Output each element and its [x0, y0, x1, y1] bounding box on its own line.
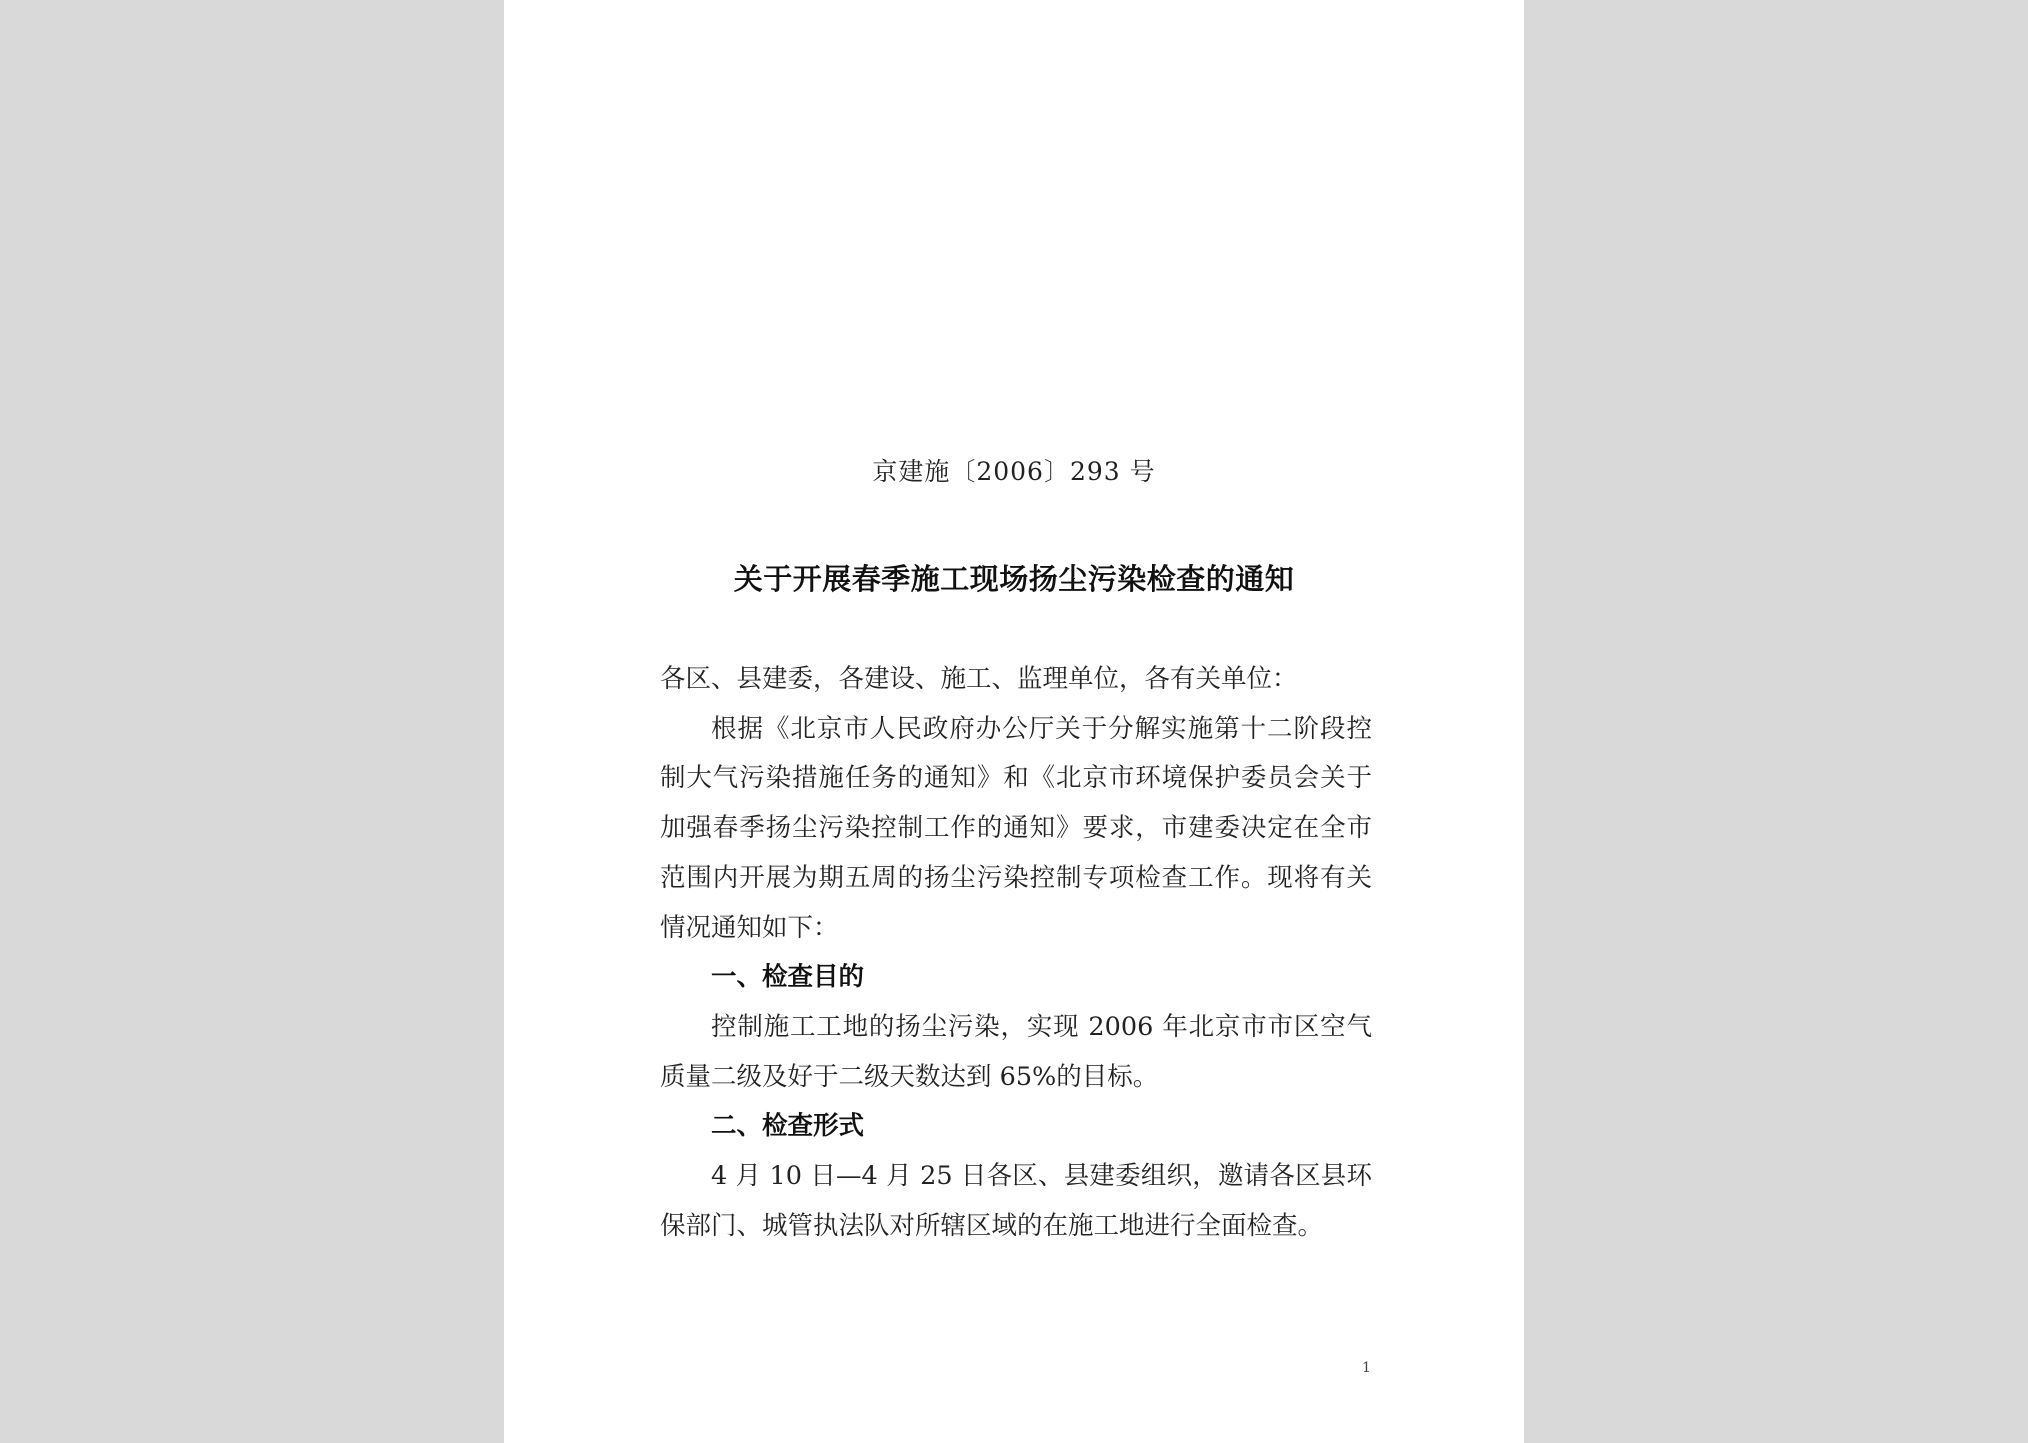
section-2-text: 4 月 10 日—4 月 25 日各区、县建委组织，邀请各区县环保部门、城管执法队对所辖区域的在施工地进行全面检查。	[660, 1161, 1372, 1241]
section-1-text: 控制施工工地的扬尘污染，实现 2006 年北京市市区空气质量二级及好于二级天数达到 65%的目标。	[660, 1011, 1372, 1092]
paragraph-intro: 根据《北京市人民政府办公厅关于分解实施第十二阶段控制大气污染措施任务的通知》和《北京市环境保护委员会关于加强春季扬尘污染控制工作的通知》要求，市建委决定在全市范围内开展为期五周的扬尘污染控制专项检查工作。现将有关情况通知如下：	[660, 713, 1372, 943]
section-2-heading: 二、检查形式	[711, 1111, 865, 1142]
section-1-heading: 一、检查目的	[711, 962, 865, 993]
document-body	[660, 655, 1372, 1251]
document-number: 京建施〔2006〕293 号	[872, 457, 1156, 486]
salutation: 各区、县建委，各建设、施工、监理单位，各有关单位：	[660, 664, 1298, 694]
document-page	[504, 0, 1524, 1443]
document-title: 关于开展春季施工现场扬尘污染检查的通知	[733, 562, 1295, 596]
page-number: 1	[1362, 1360, 1371, 1376]
